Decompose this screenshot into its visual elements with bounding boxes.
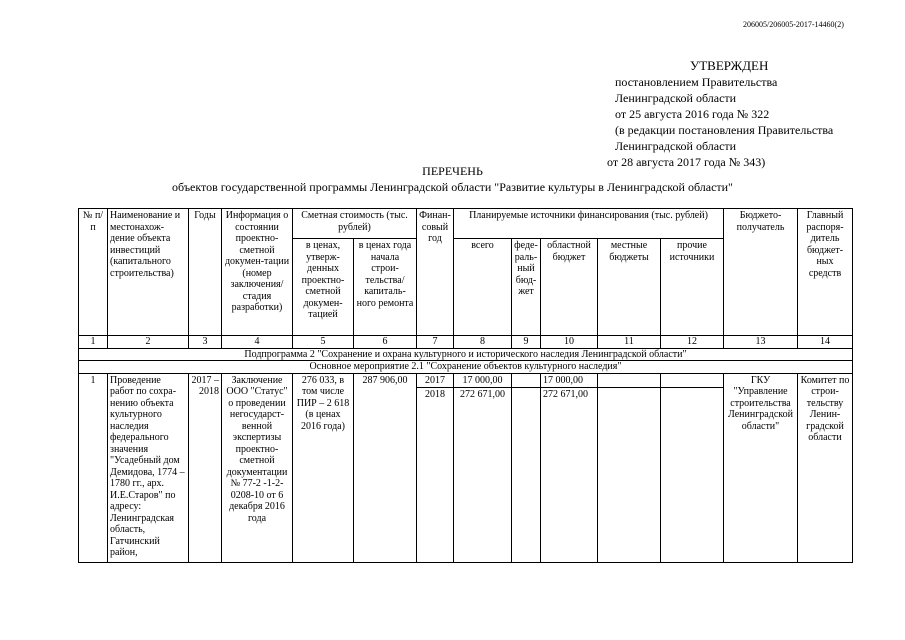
header-other: прочие источники <box>661 239 724 336</box>
column-number: 13 <box>724 336 798 349</box>
header-name: Наименование и местонахож-дение объекта инвестиций (капитального строительства) <box>108 209 189 336</box>
column-number: 14 <box>798 336 853 349</box>
regional-1: 17 000,00 <box>541 373 598 388</box>
column-number: 9 <box>512 336 541 349</box>
header-federal: феде-раль-ный бюд-жет <box>512 239 541 336</box>
object-years: 2017 – 2018 <box>189 373 222 563</box>
federal-2 <box>512 388 541 563</box>
column-numbers-row <box>79 336 853 349</box>
main-activity-row <box>79 361 853 374</box>
column-number: 1 <box>79 336 108 349</box>
header-recipient: Бюджето-получатель <box>724 209 798 336</box>
header-fin-year: Финан-совый год <box>417 209 454 336</box>
header-local: местные бюджеты <box>598 239 661 336</box>
object-name: Проведение работ по сохра-нению объекта культурного наследия федерального значения "Усадебный дом Демидова, 1774 – 1780 гг., арх. И.Е.Старов" по адресу: Ленинградская область, Гатчинский район, <box>108 373 189 563</box>
table-row <box>79 373 853 388</box>
main-activity-title: Основное мероприятие 2.1 "Сохранение объектов культурного наследия" <box>79 361 853 374</box>
header-cost-approved: в ценах, утверж-денных проектно-сметной докумен-тацией <box>293 239 354 336</box>
approval-stamp <box>607 58 834 170</box>
total-2: 272 671,00 <box>454 388 512 563</box>
approval-line: от 25 августа 2016 года № 322 <box>615 107 770 121</box>
approval-heading: УТВЕРЖДЕН <box>690 58 769 73</box>
column-number: 4 <box>222 336 293 349</box>
column-number: 6 <box>354 336 417 349</box>
column-number: 2 <box>108 336 189 349</box>
header-num: № п/п <box>79 209 108 336</box>
fin-year-1: 2017 <box>417 373 454 388</box>
approval-line: Ленинградской области <box>615 139 737 153</box>
header-info: Информация о состоянии проектно-сметной докумен-тации (номер заключения/ стадия разработки) <box>222 209 293 336</box>
federal-1 <box>512 373 541 388</box>
header-manager: Главный распоря-дитель бюджет-ных средств <box>798 209 853 336</box>
total-1: 17 000,00 <box>454 373 512 388</box>
document-id: 206005/206005-2017-14460(2) <box>743 20 844 29</box>
approval-line: от 28 августа 2017 года № 343) <box>607 155 766 169</box>
header-total: всего <box>454 239 512 336</box>
document-title <box>0 163 905 195</box>
subprogram-title: Подпрограмма 2 "Сохранение и охрана культурного и исторического наследия Ленинградской области" <box>79 348 853 361</box>
title-main: ПЕРЕЧЕНЬ <box>422 164 483 178</box>
approval-line: (в редакции постановления Правительства <box>615 123 834 137</box>
header-regional: областной бюджет <box>541 239 598 336</box>
header-sources: Планируемые источники финансирования (тыс. рублей) <box>454 209 724 239</box>
header-cost: Сметная стоимость (тыс. рублей) <box>293 209 417 239</box>
column-number: 11 <box>598 336 661 349</box>
subprogram-row <box>79 348 853 361</box>
objects-table <box>78 208 853 563</box>
budget-manager: Комитет по строи-тельству Ленин-градской области <box>798 373 853 563</box>
other-2 <box>661 388 724 563</box>
column-number: 3 <box>189 336 222 349</box>
row-num: 1 <box>79 373 108 563</box>
title-sub: объектов государственной программы Ленинградской области "Развитие культуры в Ленинградской области" <box>172 180 733 194</box>
column-number: 7 <box>417 336 454 349</box>
header-cost-current: в ценах года начала строи-тельства/ капиталь-ного ремонта <box>354 239 417 336</box>
column-number: 10 <box>541 336 598 349</box>
approval-line: постановлением Правительства <box>615 75 778 89</box>
header-years: Годы <box>189 209 222 336</box>
cost-current: 287 906,00 <box>354 373 417 563</box>
local-2 <box>598 388 661 563</box>
column-number: 8 <box>454 336 512 349</box>
fin-year-2: 2018 <box>417 388 454 563</box>
approval-line: Ленинградской области <box>615 91 737 105</box>
other-1 <box>661 373 724 388</box>
local-1 <box>598 373 661 388</box>
budget-recipient: ГКУ "Управление строительства Ленинградской области" <box>724 373 798 563</box>
object-info: Заключение ООО "Статус" о проведении негосударст-венной экспертизы проектно-сметной документации № 77-2 -1-2-0208-10 от 6 декабря 2016 года <box>222 373 293 563</box>
column-number: 12 <box>661 336 724 349</box>
header-row <box>79 209 853 239</box>
column-number: 5 <box>293 336 354 349</box>
regional-2: 272 671,00 <box>541 388 598 563</box>
cost-approved: 276 033, в том числе ПИР – 2 618 (в ценах 2016 года) <box>293 373 354 563</box>
